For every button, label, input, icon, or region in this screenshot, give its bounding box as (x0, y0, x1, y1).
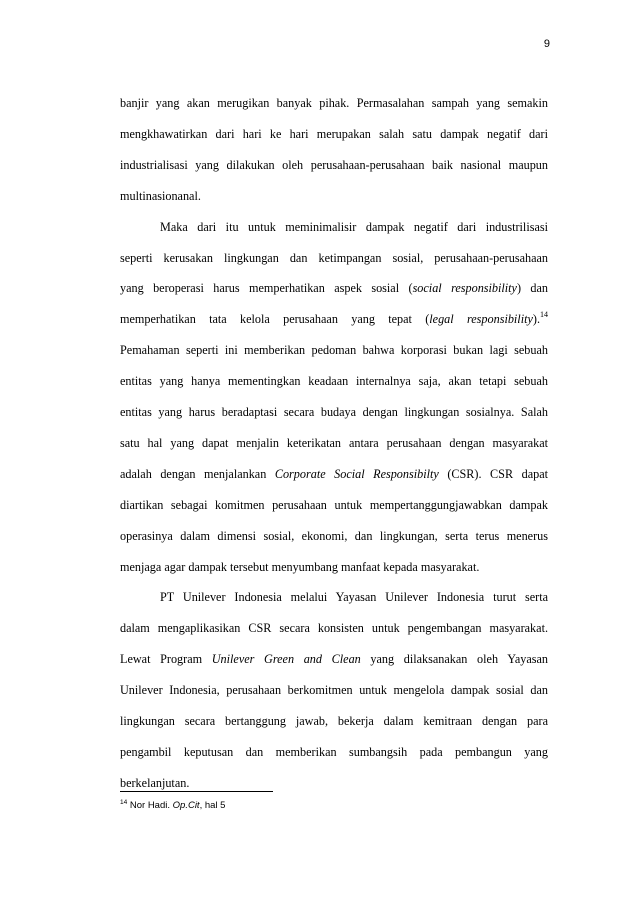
footnote-number: 14 (120, 799, 128, 806)
text-line: Pemahaman seperti ini memberikan pedoman bahwa korporasi bukan lagi sebuah (120, 343, 548, 358)
text-line: berkelanjutan. (120, 775, 190, 790)
text-line: menjaga agar dampak tersebut menyumbang manfaat kepada masyarakat. (120, 559, 480, 574)
text-line: operasinya dalam dimensi sosial, ekonomi, dan lingkungan, serta terus menerus (120, 528, 548, 543)
text-line: banjir yang akan merugikan banyak pihak. Permasalahan sampah yang semakin (120, 96, 548, 110)
text-segment: adalah dengan menjalankan (120, 466, 275, 481)
text-segment: yang dilaksanakan oleh Yayasan (360, 652, 548, 667)
text-line: Unilever Indonesia, perusahaan berkomitmen untuk mengelola dampak sosial dan (120, 683, 548, 698)
text-line: multinasionanal. (120, 188, 201, 203)
text-line: dalam mengaplikasikan CSR secara konsisten untuk pengembangan masyarakat. (120, 621, 548, 636)
text-segment: memperhatikan tata kelola perusahaan yang tepat ( (120, 312, 430, 327)
text-line: PT Unilever Indonesia melalui Yayasan Unilever Indonesia turut serta (160, 590, 548, 605)
text-segment: Lewat Program (120, 652, 212, 667)
footnote-separator (120, 791, 273, 792)
text-segment: ). (532, 312, 540, 327)
italic-term: social responsibility (412, 281, 517, 296)
text-line: diartikan sebagai komitmen perusahaan untuk mempertanggungjawabkan dampak (120, 497, 548, 512)
text-line: pengambil keputusan dan memberikan sumbangsih pada pembangun yang (120, 744, 548, 759)
text-line (120, 311, 548, 327)
page-number: 9 (543, 38, 550, 50)
text-line: seperti kerusakan lingkungan dan ketimpangan sosial, perusahaan-perusahaan (120, 250, 548, 265)
text-line: mengkhawatirkan dari hari ke hari merupakan salah satu dampak negatif dari (120, 126, 548, 141)
text-line: satu hal yang dapat menjalin keterikatan antara perusahaan dengan masyarakat (120, 435, 548, 450)
text-segment: yang beroperasi harus memperhatikan aspek sosial ( (120, 281, 413, 296)
text-segment: (CSR). CSR dapat (438, 466, 548, 481)
text-line: industrialisasi yang dilakukan oleh perusahaan-perusahaan baik nasional maupun (120, 157, 548, 172)
text-line (120, 280, 548, 296)
italic-term: Unilever Green and Clean (211, 652, 361, 667)
text-line: entitas yang hanya mementingkan keadaan internalnya saja, akan tetapi sebuah (120, 374, 548, 389)
text-line: entitas yang harus beradaptasi secara budaya dengan lingkungan sosialnya. Salah (120, 405, 548, 419)
footnote-italic: Op.Cit (172, 800, 200, 811)
footnote-author: Nor Hadi. (127, 800, 173, 811)
text-segment: ) dan (516, 281, 549, 296)
text-line: Maka dari itu untuk meminimalisir dampak negatif dari industrilisasi (160, 219, 548, 234)
italic-term: legal responsibility (429, 312, 533, 327)
footnote-reference: 14 (540, 310, 548, 320)
text-line: lingkungan secara bertanggung jawab, bekerja dalam kemitraan dengan para (120, 714, 548, 728)
italic-term: Corporate Social Responsibilty (274, 466, 439, 481)
text-line (120, 651, 548, 667)
text-line (120, 466, 548, 482)
footnote (120, 799, 225, 813)
footnote-rest: , hal 5 (199, 800, 226, 811)
